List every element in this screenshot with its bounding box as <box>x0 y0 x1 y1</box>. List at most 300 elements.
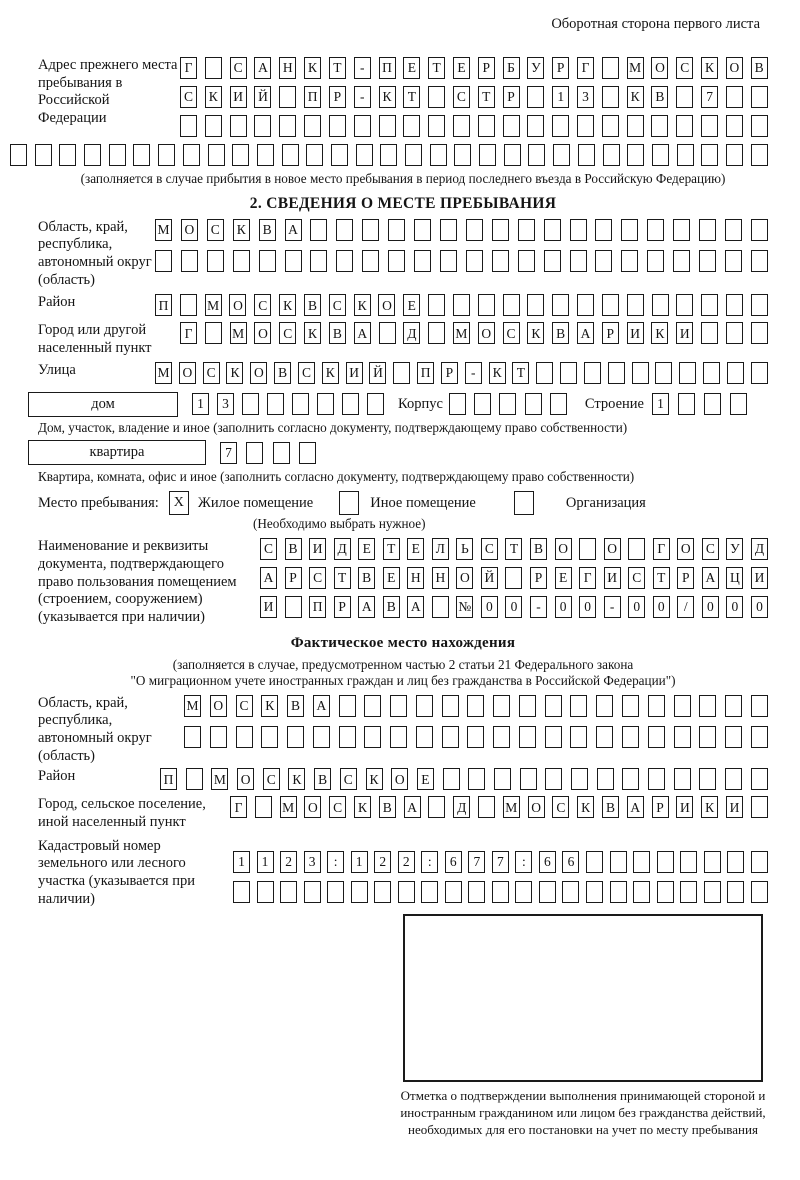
char-cell[interactable]: Р <box>334 596 351 618</box>
char-cell[interactable]: Г <box>180 57 197 79</box>
char-cell[interactable] <box>525 393 542 415</box>
char-cell[interactable]: В <box>751 57 768 79</box>
char-cell[interactable] <box>699 726 716 748</box>
char-cell[interactable] <box>479 144 496 166</box>
char-cell[interactable] <box>453 294 470 316</box>
char-cell[interactable] <box>310 219 327 241</box>
char-cell[interactable] <box>317 393 334 415</box>
char-cell[interactable] <box>519 726 536 748</box>
house-type-box[interactable]: дом <box>28 392 178 417</box>
char-cell[interactable]: О <box>555 538 572 560</box>
prev-address-row-4[interactable] <box>10 144 768 166</box>
char-cell[interactable] <box>727 851 744 873</box>
char-cell[interactable] <box>704 881 721 903</box>
char-cell[interactable] <box>699 219 716 241</box>
char-cell[interactable] <box>552 294 569 316</box>
char-cell[interactable]: Ц <box>726 567 743 589</box>
char-cell[interactable] <box>677 144 694 166</box>
char-cell[interactable] <box>466 250 483 272</box>
char-cell[interactable]: И <box>230 86 247 108</box>
char-cell[interactable] <box>442 726 459 748</box>
char-cell[interactable]: С <box>453 86 470 108</box>
char-cell[interactable]: К <box>304 57 321 79</box>
char-cell[interactable]: Г <box>230 796 247 818</box>
char-cell[interactable]: И <box>726 796 743 818</box>
char-cell[interactable]: А <box>285 219 302 241</box>
char-cell[interactable] <box>751 851 768 873</box>
char-cell[interactable]: 2 <box>374 851 391 873</box>
char-cell[interactable]: 6 <box>562 851 579 873</box>
char-cell[interactable]: Е <box>407 538 424 560</box>
char-cell[interactable] <box>699 250 716 272</box>
char-cell[interactable] <box>430 144 447 166</box>
char-cell[interactable] <box>478 115 495 137</box>
char-cell[interactable] <box>725 250 742 272</box>
char-cell[interactable] <box>35 144 52 166</box>
char-cell[interactable] <box>84 144 101 166</box>
char-cell[interactable] <box>403 115 420 137</box>
char-cell[interactable]: К <box>205 86 222 108</box>
char-cell[interactable] <box>184 726 201 748</box>
char-cell[interactable] <box>342 393 359 415</box>
char-cell[interactable] <box>232 144 249 166</box>
char-cell[interactable] <box>503 294 520 316</box>
char-cell[interactable]: М <box>453 322 470 344</box>
char-cell[interactable]: Е <box>453 57 470 79</box>
char-cell[interactable] <box>703 362 720 384</box>
char-cell[interactable]: М <box>230 322 247 344</box>
char-cell[interactable] <box>674 768 691 790</box>
char-cell[interactable] <box>584 362 601 384</box>
char-cell[interactable]: К <box>701 796 718 818</box>
char-cell[interactable]: С <box>340 768 357 790</box>
char-cell[interactable] <box>627 144 644 166</box>
char-cell[interactable] <box>520 768 537 790</box>
char-cell[interactable]: С <box>279 322 296 344</box>
char-cell[interactable] <box>701 115 718 137</box>
char-cell[interactable]: 1 <box>257 851 274 873</box>
char-cell[interactable] <box>181 250 198 272</box>
char-cell[interactable] <box>454 144 471 166</box>
char-cell[interactable]: М <box>205 294 222 316</box>
char-cell[interactable]: - <box>354 57 371 79</box>
char-cell[interactable] <box>468 881 485 903</box>
char-cell[interactable] <box>207 250 224 272</box>
char-cell[interactable]: Р <box>530 567 547 589</box>
char-cell[interactable] <box>633 881 650 903</box>
char-cell[interactable]: К <box>627 86 644 108</box>
char-cell[interactable]: И <box>346 362 363 384</box>
char-cell[interactable]: К <box>651 322 668 344</box>
char-cell[interactable] <box>536 362 553 384</box>
char-cell[interactable]: 7 <box>468 851 485 873</box>
char-cell[interactable]: А <box>260 567 277 589</box>
char-cell[interactable] <box>628 538 645 560</box>
char-cell[interactable] <box>336 250 353 272</box>
char-cell[interactable] <box>428 796 445 818</box>
char-cell[interactable]: С <box>230 57 247 79</box>
char-cell[interactable]: О <box>378 294 395 316</box>
char-cell[interactable] <box>109 144 126 166</box>
char-cell[interactable] <box>233 881 250 903</box>
char-cell[interactable]: Р <box>552 57 569 79</box>
char-cell[interactable] <box>306 144 323 166</box>
char-cell[interactable]: С <box>263 768 280 790</box>
char-cell[interactable] <box>570 250 587 272</box>
char-cell[interactable] <box>442 695 459 717</box>
char-cell[interactable] <box>627 294 644 316</box>
char-cell[interactable] <box>304 881 321 903</box>
district3-row[interactable] <box>160 768 768 790</box>
char-cell[interactable]: М <box>280 796 297 818</box>
char-cell[interactable] <box>544 219 561 241</box>
char-cell[interactable]: : <box>421 851 438 873</box>
char-cell[interactable] <box>246 442 263 464</box>
char-cell[interactable]: Т <box>334 567 351 589</box>
char-cell[interactable] <box>279 115 296 137</box>
char-cell[interactable] <box>416 726 433 748</box>
char-cell[interactable] <box>602 294 619 316</box>
char-cell[interactable]: Д <box>751 538 768 560</box>
char-cell[interactable] <box>726 115 743 137</box>
char-cell[interactable] <box>655 362 672 384</box>
char-cell[interactable]: Е <box>358 538 375 560</box>
char-cell[interactable] <box>180 115 197 137</box>
stay-option-org-checkbox[interactable] <box>514 491 534 515</box>
char-cell[interactable] <box>608 362 625 384</box>
char-cell[interactable]: 7 <box>220 442 237 464</box>
char-cell[interactable]: С <box>329 294 346 316</box>
char-cell[interactable]: П <box>160 768 177 790</box>
char-cell[interactable] <box>398 881 415 903</box>
char-cell[interactable] <box>674 695 691 717</box>
char-cell[interactable] <box>428 115 445 137</box>
char-cell[interactable]: - <box>530 596 547 618</box>
char-cell[interactable] <box>494 768 511 790</box>
char-cell[interactable] <box>519 695 536 717</box>
char-cell[interactable] <box>726 144 743 166</box>
char-cell[interactable]: Д <box>334 538 351 560</box>
char-cell[interactable]: 6 <box>539 851 556 873</box>
char-cell[interactable]: С <box>254 294 271 316</box>
korpus-row[interactable] <box>449 393 567 415</box>
char-cell[interactable] <box>648 695 665 717</box>
char-cell[interactable]: К <box>233 219 250 241</box>
region3-row-1[interactable] <box>184 695 768 717</box>
char-cell[interactable]: 0 <box>579 596 596 618</box>
char-cell[interactable] <box>570 219 587 241</box>
char-cell[interactable]: М <box>503 796 520 818</box>
char-cell[interactable]: О <box>391 768 408 790</box>
stroenie-row[interactable] <box>652 393 747 415</box>
char-cell[interactable] <box>602 115 619 137</box>
char-cell[interactable]: Л <box>432 538 449 560</box>
char-cell[interactable] <box>313 726 330 748</box>
char-cell[interactable]: И <box>751 567 768 589</box>
char-cell[interactable] <box>259 250 276 272</box>
char-cell[interactable] <box>652 144 669 166</box>
region-row-2[interactable] <box>155 250 768 272</box>
char-cell[interactable]: С <box>207 219 224 241</box>
char-cell[interactable]: О <box>726 57 743 79</box>
char-cell[interactable]: 3 <box>217 393 234 415</box>
char-cell[interactable]: Г <box>579 567 596 589</box>
char-cell[interactable] <box>492 881 509 903</box>
char-cell[interactable] <box>751 695 768 717</box>
char-cell[interactable] <box>379 322 396 344</box>
char-cell[interactable]: И <box>260 596 277 618</box>
char-cell[interactable]: Б <box>503 57 520 79</box>
char-cell[interactable]: А <box>313 695 330 717</box>
char-cell[interactable] <box>428 294 445 316</box>
char-cell[interactable]: А <box>702 567 719 589</box>
char-cell[interactable] <box>354 115 371 137</box>
char-cell[interactable] <box>560 362 577 384</box>
char-cell[interactable] <box>158 144 175 166</box>
char-cell[interactable]: М <box>211 768 228 790</box>
char-cell[interactable]: 0 <box>505 596 522 618</box>
stay-option-zhiloe-checkbox[interactable]: X <box>169 491 189 515</box>
char-cell[interactable] <box>701 322 718 344</box>
char-cell[interactable]: О <box>604 538 621 560</box>
char-cell[interactable]: С <box>329 796 346 818</box>
char-cell[interactable] <box>621 219 638 241</box>
char-cell[interactable] <box>571 768 588 790</box>
char-cell[interactable]: - <box>604 596 621 618</box>
char-cell[interactable]: И <box>627 322 644 344</box>
char-cell[interactable] <box>261 726 278 748</box>
char-cell[interactable] <box>570 726 587 748</box>
char-cell[interactable] <box>230 115 247 137</box>
char-cell[interactable]: В <box>329 322 346 344</box>
char-cell[interactable]: - <box>465 362 482 384</box>
char-cell[interactable]: 7 <box>701 86 718 108</box>
char-cell[interactable]: О <box>677 538 694 560</box>
char-cell[interactable] <box>339 726 356 748</box>
char-cell[interactable] <box>751 881 768 903</box>
char-cell[interactable] <box>280 881 297 903</box>
char-cell[interactable] <box>528 144 545 166</box>
char-cell[interactable]: С <box>203 362 220 384</box>
apartment-type-box[interactable]: квартира <box>28 440 206 465</box>
char-cell[interactable] <box>364 726 381 748</box>
char-cell[interactable] <box>602 86 619 108</box>
char-cell[interactable] <box>327 881 344 903</box>
char-cell[interactable] <box>751 219 768 241</box>
char-cell[interactable] <box>257 881 274 903</box>
char-cell[interactable] <box>552 115 569 137</box>
char-cell[interactable] <box>596 695 613 717</box>
char-cell[interactable] <box>597 768 614 790</box>
char-cell[interactable]: Е <box>403 57 420 79</box>
char-cell[interactable]: К <box>577 796 594 818</box>
char-cell[interactable]: Й <box>254 86 271 108</box>
char-cell[interactable] <box>10 144 27 166</box>
char-cell[interactable] <box>356 144 373 166</box>
char-cell[interactable] <box>647 219 664 241</box>
char-cell[interactable] <box>622 726 639 748</box>
char-cell[interactable] <box>751 144 768 166</box>
char-cell[interactable] <box>610 851 627 873</box>
char-cell[interactable] <box>515 881 532 903</box>
char-cell[interactable]: О <box>250 362 267 384</box>
char-cell[interactable]: / <box>677 596 694 618</box>
char-cell[interactable] <box>704 851 721 873</box>
char-cell[interactable] <box>725 695 742 717</box>
char-cell[interactable] <box>208 144 225 166</box>
char-cell[interactable] <box>478 294 495 316</box>
char-cell[interactable] <box>374 881 391 903</box>
char-cell[interactable]: В <box>379 796 396 818</box>
char-cell[interactable]: Д <box>403 322 420 344</box>
char-cell[interactable]: Р <box>441 362 458 384</box>
char-cell[interactable] <box>59 144 76 166</box>
char-cell[interactable]: К <box>701 57 718 79</box>
char-cell[interactable]: П <box>304 86 321 108</box>
char-cell[interactable]: Т <box>505 538 522 560</box>
char-cell[interactable]: В <box>602 796 619 818</box>
char-cell[interactable] <box>390 695 407 717</box>
char-cell[interactable] <box>545 695 562 717</box>
char-cell[interactable] <box>527 115 544 137</box>
char-cell[interactable] <box>428 86 445 108</box>
char-cell[interactable]: Т <box>383 538 400 560</box>
char-cell[interactable] <box>539 881 556 903</box>
char-cell[interactable]: С <box>552 796 569 818</box>
document-row-2[interactable] <box>260 567 768 589</box>
char-cell[interactable] <box>367 393 384 415</box>
char-cell[interactable]: 0 <box>726 596 743 618</box>
char-cell[interactable]: К <box>279 294 296 316</box>
char-cell[interactable] <box>603 144 620 166</box>
char-cell[interactable]: К <box>261 695 278 717</box>
char-cell[interactable] <box>699 695 716 717</box>
char-cell[interactable]: К <box>354 796 371 818</box>
char-cell[interactable] <box>726 294 743 316</box>
char-cell[interactable] <box>388 250 405 272</box>
char-cell[interactable] <box>676 86 693 108</box>
char-cell[interactable]: К <box>527 322 544 344</box>
char-cell[interactable]: О <box>237 768 254 790</box>
char-cell[interactable]: С <box>180 86 197 108</box>
char-cell[interactable] <box>393 362 410 384</box>
char-cell[interactable]: 0 <box>653 596 670 618</box>
char-cell[interactable]: О <box>179 362 196 384</box>
char-cell[interactable] <box>379 115 396 137</box>
char-cell[interactable] <box>610 881 627 903</box>
char-cell[interactable]: А <box>358 596 375 618</box>
char-cell[interactable]: В <box>552 322 569 344</box>
char-cell[interactable] <box>155 250 172 272</box>
char-cell[interactable]: И <box>604 567 621 589</box>
char-cell[interactable] <box>255 796 272 818</box>
char-cell[interactable] <box>233 250 250 272</box>
char-cell[interactable] <box>183 144 200 166</box>
char-cell[interactable] <box>492 219 509 241</box>
char-cell[interactable]: Е <box>417 768 434 790</box>
char-cell[interactable] <box>267 393 284 415</box>
char-cell[interactable] <box>236 726 253 748</box>
char-cell[interactable]: М <box>627 57 644 79</box>
char-cell[interactable] <box>579 538 596 560</box>
char-cell[interactable] <box>544 250 561 272</box>
char-cell[interactable] <box>562 881 579 903</box>
char-cell[interactable]: Н <box>432 567 449 589</box>
char-cell[interactable]: Т <box>653 567 670 589</box>
char-cell[interactable] <box>468 768 485 790</box>
char-cell[interactable] <box>578 144 595 166</box>
char-cell[interactable] <box>595 250 612 272</box>
document-row-1[interactable] <box>260 538 768 560</box>
char-cell[interactable] <box>428 322 445 344</box>
char-cell[interactable]: 0 <box>481 596 498 618</box>
char-cell[interactable] <box>704 393 721 415</box>
char-cell[interactable]: И <box>309 538 326 560</box>
char-cell[interactable] <box>388 219 405 241</box>
house-number-row[interactable] <box>192 393 384 415</box>
district-row[interactable] <box>155 294 768 316</box>
char-cell[interactable]: 6 <box>445 851 462 873</box>
char-cell[interactable] <box>657 881 674 903</box>
char-cell[interactable] <box>287 726 304 748</box>
char-cell[interactable]: С <box>702 538 719 560</box>
char-cell[interactable]: 0 <box>751 596 768 618</box>
char-cell[interactable] <box>440 250 457 272</box>
char-cell[interactable] <box>527 86 544 108</box>
char-cell[interactable]: П <box>309 596 326 618</box>
char-cell[interactable] <box>210 726 227 748</box>
char-cell[interactable] <box>751 86 768 108</box>
char-cell[interactable]: Р <box>503 86 520 108</box>
prev-address-row-1[interactable] <box>180 57 768 79</box>
char-cell[interactable] <box>205 57 222 79</box>
char-cell[interactable] <box>242 393 259 415</box>
char-cell[interactable] <box>285 250 302 272</box>
char-cell[interactable] <box>727 881 744 903</box>
char-cell[interactable]: Н <box>407 567 424 589</box>
char-cell[interactable] <box>180 294 197 316</box>
char-cell[interactable]: Р <box>652 796 669 818</box>
char-cell[interactable]: В <box>304 294 321 316</box>
char-cell[interactable] <box>449 393 466 415</box>
char-cell[interactable]: П <box>417 362 434 384</box>
char-cell[interactable]: В <box>530 538 547 560</box>
char-cell[interactable]: : <box>327 851 344 873</box>
char-cell[interactable] <box>492 250 509 272</box>
char-cell[interactable] <box>467 726 484 748</box>
char-cell[interactable] <box>577 294 594 316</box>
stay-option-inoe-checkbox[interactable] <box>339 491 359 515</box>
char-cell[interactable] <box>362 219 379 241</box>
char-cell[interactable]: 2 <box>398 851 415 873</box>
char-cell[interactable] <box>499 393 516 415</box>
char-cell[interactable] <box>351 881 368 903</box>
char-cell[interactable] <box>421 881 438 903</box>
char-cell[interactable]: 3 <box>577 86 594 108</box>
char-cell[interactable] <box>205 115 222 137</box>
char-cell[interactable] <box>751 362 768 384</box>
char-cell[interactable] <box>329 115 346 137</box>
char-cell[interactable] <box>673 219 690 241</box>
char-cell[interactable] <box>292 393 309 415</box>
char-cell[interactable] <box>657 851 674 873</box>
char-cell[interactable] <box>285 596 302 618</box>
char-cell[interactable]: К <box>366 768 383 790</box>
char-cell[interactable]: 1 <box>552 86 569 108</box>
char-cell[interactable] <box>362 250 379 272</box>
char-cell[interactable] <box>751 115 768 137</box>
char-cell[interactable]: В <box>274 362 291 384</box>
